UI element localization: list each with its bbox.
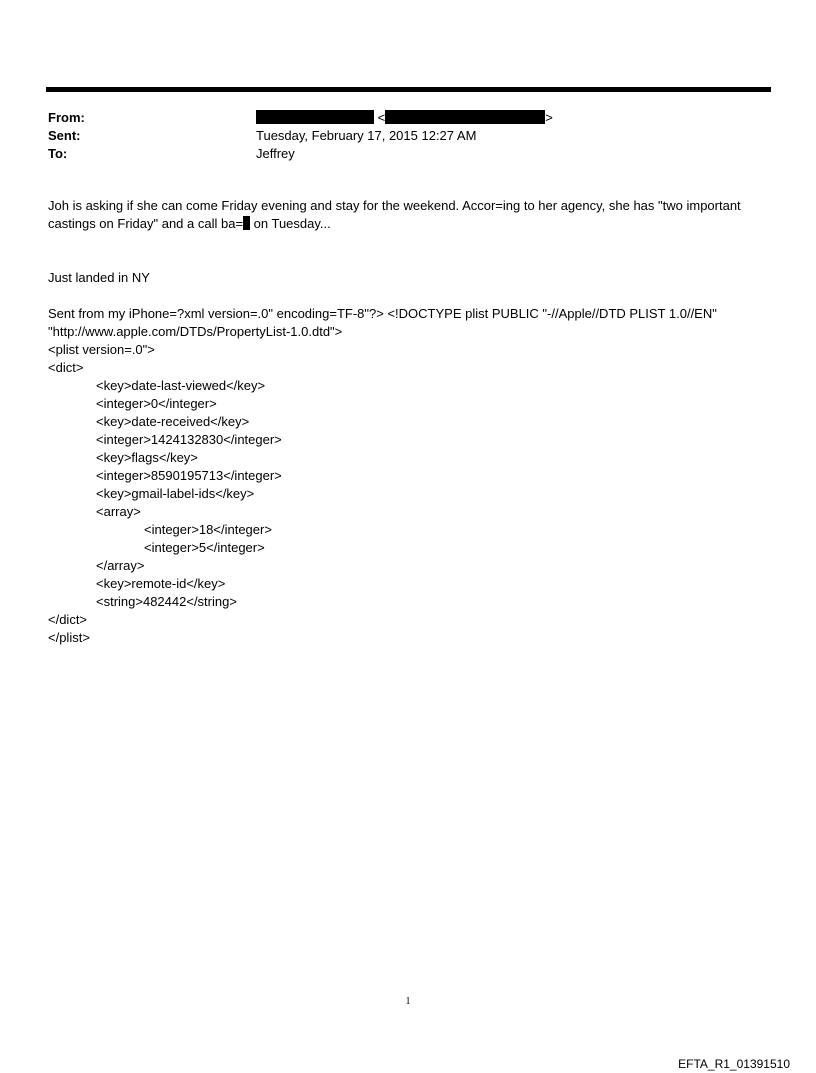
from-label: From: xyxy=(48,110,85,125)
xml-line: </plist> xyxy=(48,630,90,645)
xml-line: <key>remote-id</key> xyxy=(96,576,226,591)
redacted-sender-email xyxy=(385,110,545,124)
body-text-1a: Joh is asking if she can come Friday evening and stay for the weekend. Accor=ing to her agency, she has "two important castings on Friday" and a call ba= xyxy=(48,198,741,231)
header-rule xyxy=(46,87,771,92)
xml-line: </dict> xyxy=(48,612,88,627)
xml-line: <array> xyxy=(96,504,141,519)
to-label: To: xyxy=(48,146,68,161)
sent-value: Tuesday, February 17, 2015 12:27 AM xyxy=(256,128,477,143)
xml-line: <key>flags</key> xyxy=(96,450,198,465)
document-id: EFTA_R1_01391510 xyxy=(678,1057,790,1071)
sent-from-line-1: Sent from my iPhone=?xml version=.0" encoding=TF-8"?> <!DOCTYPE plist PUBLIC "-//Apple//DTD PLIST 1.0//EN" xyxy=(48,306,717,321)
xml-line: <key>date-last-viewed</key> xyxy=(96,378,266,393)
xml-line: <integer>8590195713</integer> xyxy=(96,468,282,483)
xml-line: </array> xyxy=(96,558,145,573)
xml-line: <integer>5</integer> xyxy=(144,540,265,555)
xml-line: <integer>0</integer> xyxy=(96,396,217,411)
xml-line: <integer>1424132830</integer> xyxy=(96,432,282,447)
body-paragraph-1 xyxy=(48,197,773,233)
from-gt: > xyxy=(545,110,553,125)
page-number: 1 xyxy=(405,996,411,1007)
redaction-mark xyxy=(243,216,250,230)
sent-from-line-2: "http://www.apple.com/DTDs/PropertyList-1.0.dtd"> xyxy=(48,324,343,339)
xml-line: <plist version=.0"> xyxy=(48,342,155,357)
xml-line: <dict> xyxy=(48,360,84,375)
body-text-1b: on Tuesday... xyxy=(250,216,331,231)
to-value: Jeffrey xyxy=(256,146,295,161)
xml-line: <key>date-received</key> xyxy=(96,414,250,429)
from-value xyxy=(256,108,553,127)
from-lt: < xyxy=(377,110,386,125)
xml-line: <integer>18</integer> xyxy=(144,522,272,537)
email-body xyxy=(48,197,773,647)
xml-line: <string>482442</string> xyxy=(96,594,237,609)
sent-label: Sent: xyxy=(48,128,81,143)
body-paragraph-2: Just landed in NY xyxy=(48,270,150,285)
redacted-sender-name xyxy=(256,110,374,124)
xml-line: <key>gmail-label-ids</key> xyxy=(96,486,255,501)
